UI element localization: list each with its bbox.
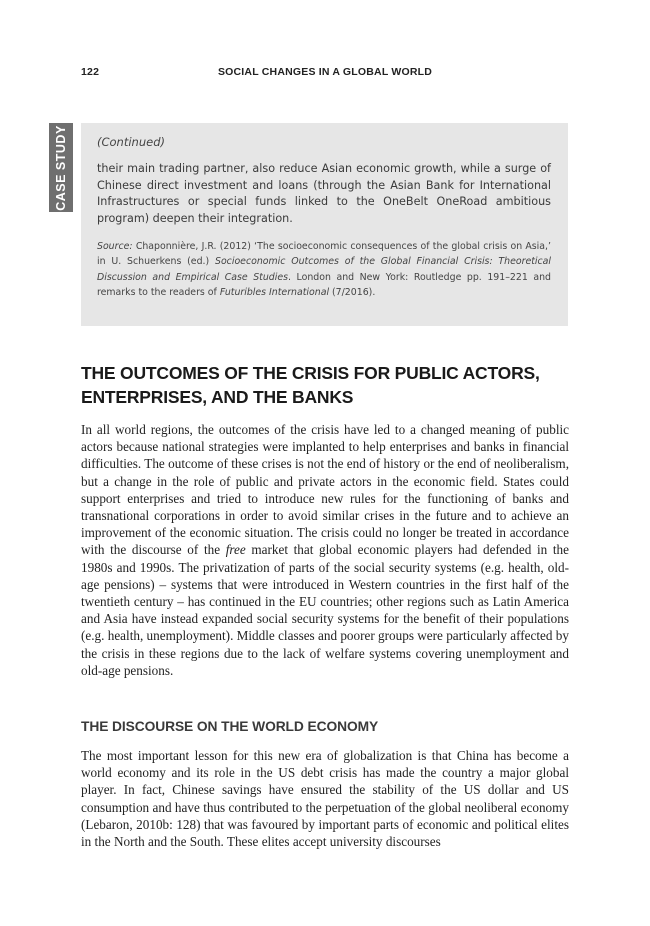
case-study-box <box>81 123 568 326</box>
source-book-title: Socioeconomic Outcomes of the Global Financial Crisis: Theoretical Discussion and Empirical Case Studies <box>97 256 552 283</box>
section-paragraph <box>81 421 569 679</box>
source-citation <box>97 239 551 301</box>
subsection-paragraph: The most important lesson for this new era of globalization is that China has become a world economy and its role in the US debt crisis has made the country a major global player. In fact, Chinese savings have ensured the stability of the US dollar and US consumption and have thus contributed to the perpetuation of the global neoliberal economy (Lebaron, 2010b: 128) that was favoured by important parts of economic and political elites in the North and the South. These elites accept university discourses <box>81 748 569 850</box>
source-text-1: Chaponnière, J.R. (2012) ‘The socioeconomic consequences of the global crisis on Asia,’ in U. Schuerkens (ed.) <box>97 240 551 268</box>
subsection-heading: THE DISCOURSE ON THE WORLD ECONOMY <box>81 719 379 734</box>
case-study-tab <box>49 123 73 212</box>
paragraph-text-1: In all world regions, the outcomes of the crisis have led to a changed meaning of public actors because national strategies were implanted to help enterprises and banks in financial difficulties. The outcome of these crises is not the end of history or the end of neoliberalism, but a change in the role of public and private actors in the economic field. States could support enterprises and tried to introduce new rules for the functioning of banks and transnational corporations in order to avoid similar crises in the future and to achieve an improvement of the economic situation. The crisis could no longer be treated in accordance with the discourse of the <box>81 422 569 558</box>
italic-free: free <box>225 542 246 558</box>
source-label: Source: <box>97 240 133 252</box>
source-journal: Futuribles International <box>219 287 330 299</box>
case-study-tab-label: CASE STUDY <box>54 124 68 211</box>
continued-label: (Continued) <box>97 135 165 149</box>
running-head <box>81 66 569 82</box>
page-number: 122 <box>81 66 100 78</box>
case-study-text: their main trading partner, also reduce Asian economic growth, while a surge of Chinese direct investment and loans (through the Asian Bank for International Infrastructures or special funds linked to the OneBelt OneRoad ambitious program) deepen their integration. <box>97 162 551 226</box>
source-text-3: (7/2016). <box>329 287 376 299</box>
paragraph-text-2: market that global economic players had defended in the 1980s and 1990s. The privatization of parts of the social security systems (e.g. health, old-age pensions) – systems that were introduced in Western countries in the first half of the twentieth century – has continued in the EU countries; other regions such as Latin America and Asia have instead expanded social security systems for the benefit of their populations (e.g. health, unemployment). Middle classes and poorer groups were particularly affected by the crisis in these regions due to the lack of welfare systems covering unemployment and old-age pensions. <box>81 542 569 678</box>
source-text-2: . London and New York: Routledge pp. 191–221 and remarks to the readers of <box>97 271 551 299</box>
running-title: SOCIAL CHANGES IN A GLOBAL WORLD <box>217 66 433 78</box>
section-heading: THE OUTCOMES OF THE CRISIS FOR PUBLIC ACTORS, ENTERPRISES, AND THE BANKS <box>81 363 540 407</box>
